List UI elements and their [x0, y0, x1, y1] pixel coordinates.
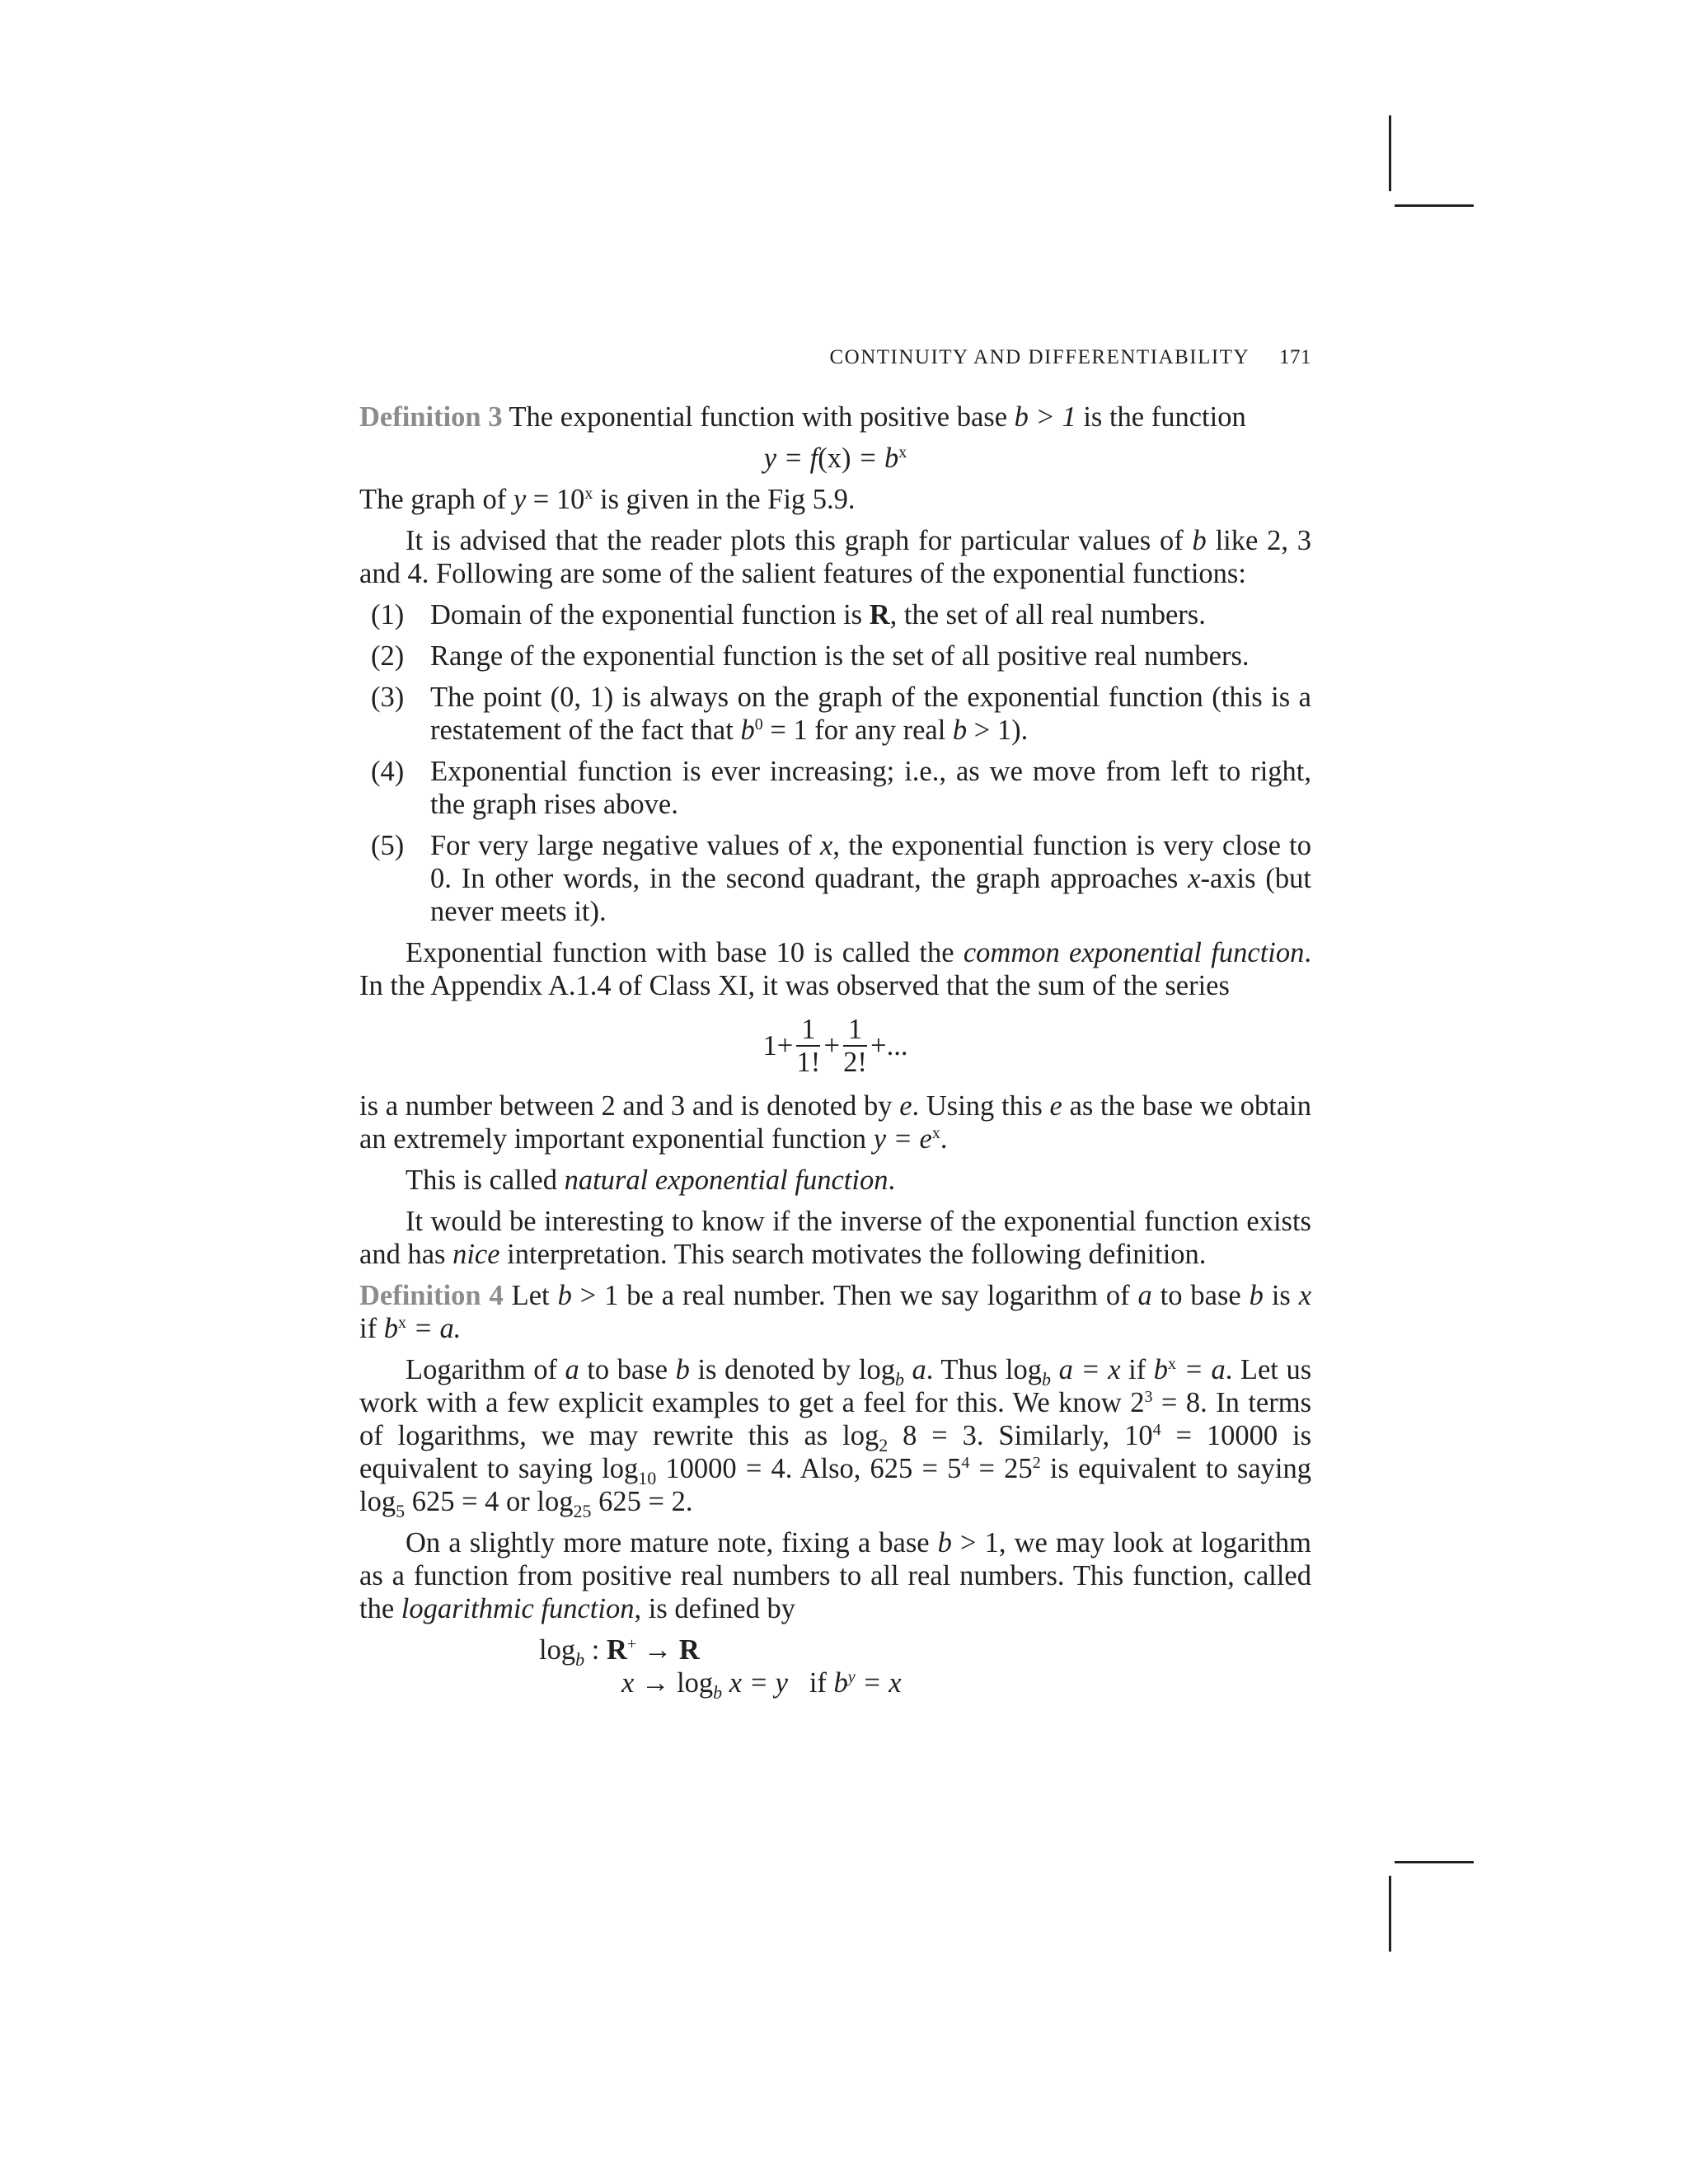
crop-mark-bottom-horizontal — [1395, 1861, 1474, 1863]
inverse-paragraph: It would be interesting to know if the inverse of the exponential function exists and has nice interpretation. This search motivates the following definition. — [359, 1206, 1311, 1270]
mature-note-paragraph: On a slightly more mature note, fixing a base b > 1, we may look at logarithm as a function from positive real numbers to all real numbers. This function, called the logarithmic function, is defined by — [359, 1527, 1311, 1624]
running-header — [359, 344, 1311, 371]
logarithm-paragraph: Logarithm of a to base b is denoted by $\log_b a$. Thus $\log_b a = x$ if $b^x = a$. Let us work with a few explicit examples to get a feel for this. We know $2^3 = 8$. In terms of logarithms, we may rewrite this as $\log_2 8 = 3$. Similarly, $10^4 = 10000$ is equivalent to saying $\log_{10} 10000 = 4$. Also, $625 = 5^4 = 25^2$ is equivalent to saying $\log_5 625 = 4$ or $\log_{25} 625 = 2$. — [359, 1354, 1312, 1521]
definition-4-label: Definition 4 — [359, 1280, 504, 1311]
advice-paragraph: It is advised that the reader plots this graph for particular values of b like 2, 3 and 4. Following are some of the salient features of the exponential functions: — [359, 525, 1312, 589]
list-item: (2) Range of the exponential function is the set of all positive real numbers. — [371, 640, 1250, 672]
log-mapping-line: $\log_b$ : R+ → R — [539, 1634, 700, 1670]
graph-reference: The graph of $y = 10^x$ is given in the Fig 5.9. — [359, 484, 856, 515]
definition-3-label: Definition 3 — [359, 401, 503, 433]
page-number: 171 — [1279, 346, 1311, 368]
list-item: (1) Domain of the exponential function is R, the set of all real numbers. — [371, 599, 1206, 630]
definition-4: Definition 4 Let b > 1 be a real number. Then we say logarithm of a to base b is x if $b^x = a$. — [359, 1280, 1312, 1344]
common-exponential-paragraph: Exponential function with base 10 is called the common exponential function. In the Appendix A.1.4 of Class XI, it was observed that the sum of the series — [359, 937, 1311, 1001]
log-rule-line: $x \to \log_b x = y$ if $b^y = x$ — [621, 1667, 902, 1703]
fraction: $\frac{1}{2!}$ — [843, 1014, 867, 1078]
page-content — [359, 344, 1311, 1706]
list-item: (3) The point (0, 1) is always on the graph of the exponential function (this is a restatement of the fact that $b^0 = 1$ for any real b > 1). — [371, 682, 1311, 746]
natural-exponential-paragraph: This is called natural exponential function. — [406, 1165, 896, 1196]
header-title: CONTINUITY AND DIFFERENTIABILITY — [829, 346, 1250, 368]
crop-mark-top-horizontal — [1395, 204, 1474, 207]
crop-mark-top-vertical — [1389, 115, 1391, 191]
series-expression: 1+ $\frac{1}{1!}$ + $\frac{1}{2!}$ +... — [762, 1014, 908, 1078]
list-item: (4) Exponential function is ever increasing; i.e., as we move from left to right, the graph rises above. — [371, 756, 1311, 820]
list-item: (5) For very large negative values of x, the exponential function is very close to 0. In other words, in the second quadrant, the graph approaches x-axis (but never meets it). — [371, 830, 1312, 927]
e-definition-paragraph: is a number between 2 and 3 and is denoted by e. Using this e as the base we obtain an extremely important exponential function $y = e^x$. — [359, 1090, 1312, 1155]
definition-3: Definition 3 The exponential function with positive base b > 1 is the function — [359, 401, 1246, 433]
logarithmic-function-definition — [359, 1633, 1311, 1703]
features-list — [359, 598, 1311, 928]
fraction: $\frac{1}{1!}$ — [796, 1014, 821, 1078]
exponential-equation: $y = f(x) = b^x$ — [763, 443, 907, 474]
crop-mark-bottom-vertical — [1389, 1876, 1391, 1952]
